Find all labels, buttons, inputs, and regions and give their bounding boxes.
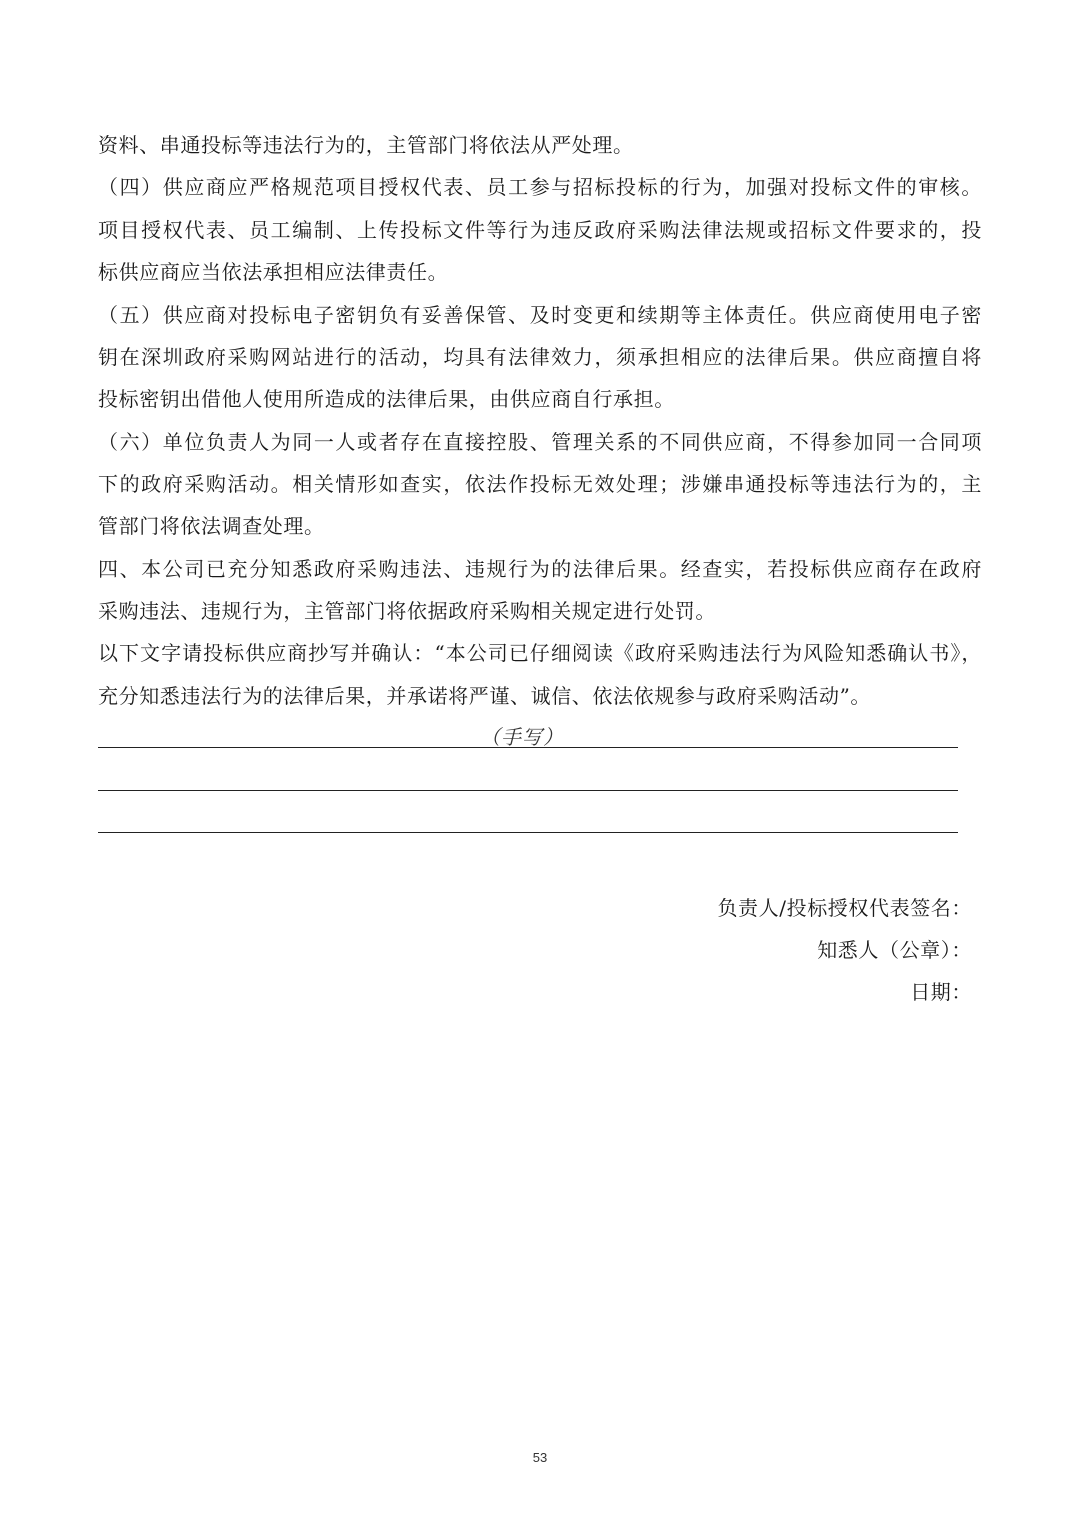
representative-signature-label: 负责人/投标授权代表签名： <box>717 896 972 920</box>
paragraph-line: （六）单位负责人为同一人或者存在直接控股、管理关系的不同供应商，不得参加同一合同项 <box>98 430 982 454</box>
paragraph-line: 充分知悉违法行为的法律后果，并承诺将严谨、诚信、依法依规参与政府采购活动”。 <box>98 684 872 708</box>
handwrite-line[interactable] <box>98 790 958 791</box>
paragraph-line: 标供应商应当依法承担相应法律责任。 <box>98 260 449 284</box>
paragraph-line: 下的政府采购活动。相关情形如查实，依法作投标无效处理；涉嫌串通投标等违法行为的，主 <box>98 472 982 496</box>
acknowledger-seal-label: 知悉人（公章）： <box>817 938 972 962</box>
paragraph-line: （四）供应商应严格规范项目授权代表、员工参与招标投标的行为，加强对投标文件的审核。 <box>98 175 982 199</box>
paragraph-line: 管部门将依法调查处理。 <box>98 514 325 538</box>
paragraph-line: 四、本公司已充分知悉政府采购违法、违规行为的法律后果。经查实，若投标供应商存在政府 <box>98 557 982 581</box>
paragraph-line: （五）供应商对投标电子密钥负有妥善保管、及时变更和续期等主体责任。供应商使用电子密 <box>98 303 982 327</box>
paragraph-line: 投标密钥出借他人使用所造成的法律后果，由供应商自行承担。 <box>98 387 675 411</box>
paragraph-line: 钥在深圳政府采购网站进行的活动，均具有法律效力，须承担相应的法律后果。供应商擅自将 <box>98 345 982 369</box>
date-label: 日期： <box>910 980 972 1004</box>
page-number: 53 <box>532 1450 548 1465</box>
paragraph-line: 项目授权代表、员工编制、上传投标文件等行为违反政府采购法律法规或招标文件要求的，投 <box>98 218 982 242</box>
handwrite-line[interactable] <box>98 747 958 748</box>
paragraph-line: 采购违法、违规行为，主管部门将依据政府采购相关规定进行处罚。 <box>98 599 716 623</box>
paragraph-line: 以下文字请投标供应商抄写并确认：“本公司已仔细阅读《政府采购违法行为风险知悉确认书》， <box>98 641 982 665</box>
paragraph-line: 资料、串通投标等违法行为的，主管部门将依法从严处理。 <box>98 133 634 157</box>
handwrite-line[interactable] <box>98 832 958 833</box>
handwrite-label: （手写） <box>480 725 564 749</box>
